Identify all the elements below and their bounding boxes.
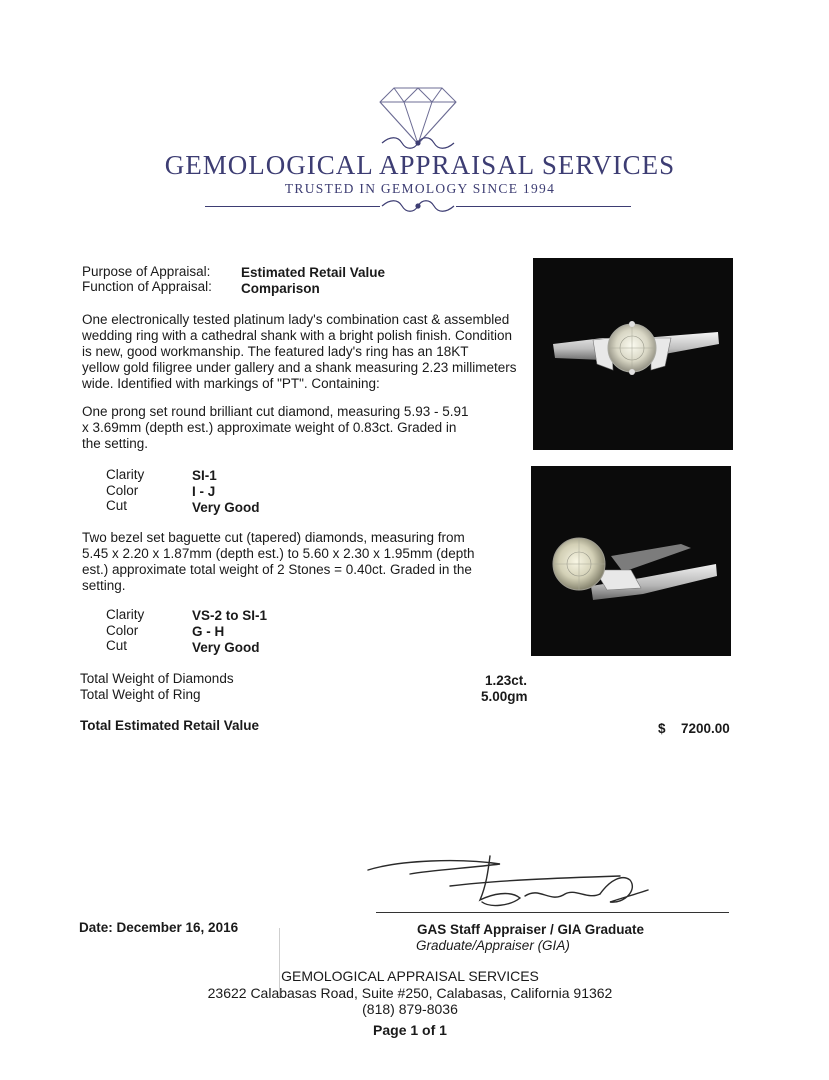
appraiser-title: GAS Staff Appraiser / GIA Graduate	[417, 922, 645, 937]
ornament-divider-right	[456, 206, 631, 207]
function-label: Function of Appraisal:	[82, 279, 212, 294]
footer-address: 23622 Calabasas Road, Suite #250, Calabasas, California 91362	[207, 985, 613, 1001]
company-tagline: TRUSTED IN GEMOLOGY SINCE 1994	[284, 181, 556, 196]
center-clarity-label: Clarity	[106, 467, 145, 482]
side-color-label: Color	[106, 623, 139, 638]
retail-value-label: Total Estimated Retail Value	[80, 718, 260, 733]
ornament-icon	[380, 136, 456, 150]
footer-phone: (818) 879-8036	[362, 1001, 458, 1017]
company-title: GEMOLOGICAL APPRAISAL SERVICES	[164, 150, 676, 180]
side-clarity-label: Clarity	[106, 607, 145, 622]
appraisal-date: Date: December 16, 2016	[79, 920, 239, 935]
side-cut-label: Cut	[106, 638, 128, 653]
center-color-value: I - J	[192, 484, 216, 499]
center-cut-value: Very Good	[192, 500, 260, 515]
retail-currency: $	[658, 721, 666, 736]
purpose-label: Purpose of Appraisal:	[82, 264, 211, 279]
total-ring-label: Total Weight of Ring	[80, 687, 201, 702]
ring-photo-top	[533, 258, 733, 450]
center-color-label: Color	[106, 483, 139, 498]
side-color-value: G - H	[192, 624, 225, 639]
side-cut-value: Very Good	[192, 640, 260, 655]
retail-value: 7200.00	[681, 721, 730, 736]
total-diamonds-label: Total Weight of Diamonds	[80, 671, 234, 686]
purpose-value: Estimated Retail Value	[241, 265, 386, 280]
page-number: Page 1 of 1	[373, 1022, 447, 1038]
side-clarity-value: VS-2 to SI-1	[192, 608, 268, 623]
ring-photo-bottom	[531, 466, 731, 656]
signature	[360, 850, 660, 916]
center-clarity-value: SI-1	[192, 468, 217, 483]
function-value: Comparison	[241, 281, 320, 296]
signature-line	[376, 912, 729, 913]
center-stone-description: One prong set round brilliant cut diamond, measuring 5.93 - 5.91 x 3.69mm (depth est.) approximate weight of 0.83ct. Graded in the setting.	[82, 404, 469, 451]
appraiser-subtitle: Graduate/Appraiser (GIA)	[416, 938, 570, 953]
total-ring-value: 5.00gm	[481, 689, 528, 704]
center-cut-label: Cut	[106, 498, 128, 513]
footer-company: GEMOLOGICAL APPRAISAL SERVICES	[281, 968, 539, 984]
total-diamonds-value: 1.23ct.	[485, 673, 528, 688]
ring-description: One electronically tested platinum lady's combination cast & assembled wedding ring with a cathedral shank with a bright polish finish. Condition is new, good workmanship. The featured lady's ring has an 18KT yellow gold filigree under gallery and a shank measuring 2.23 millimeters wide. Identified with markings of "PT". Containing:	[82, 312, 517, 391]
ornament-icon	[380, 199, 456, 213]
ornament-divider-left	[205, 206, 380, 207]
side-stones-description: Two bezel set baguette cut (tapered) diamonds, measuring from 5.45 x 2.20 x 1.87mm (depth est.) to 5.60 x 2.30 x 1.95mm (depth est.) approximate total weight of 2 Stones = 0.40ct. Graded in the setting.	[82, 530, 475, 593]
